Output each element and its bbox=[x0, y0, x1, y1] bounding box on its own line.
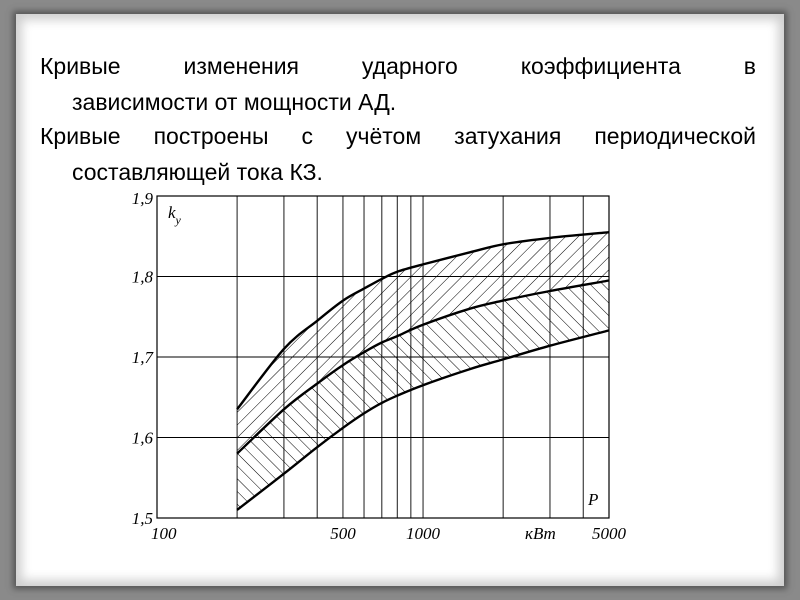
paragraph-1-line-2: зависимости от мощности АД. bbox=[72, 89, 397, 115]
x-tick-label: 1000 bbox=[406, 524, 441, 543]
y-tick-labels bbox=[132, 189, 155, 528]
paragraph-1-line-1: Кривые изменения ударного коэффициента в bbox=[40, 53, 756, 79]
y-tick-label: 1,6 bbox=[131, 428, 153, 448]
x-tick-label: 500 bbox=[330, 524, 356, 543]
y-tick-label: 1,8 bbox=[131, 267, 153, 287]
paragraph-2-line-2: составляющей тока КЗ. bbox=[72, 159, 323, 185]
y-tick-label: 1,5 bbox=[131, 509, 153, 528]
x-axis-unit: кВт bbox=[525, 524, 556, 543]
y-axis-label: $k_у$ bbox=[168, 203, 181, 227]
x-tick-label: 5000 bbox=[592, 524, 626, 543]
x-axis-corner-label: P bbox=[588, 490, 599, 509]
paragraph-2-line-1: Кривые построены с учётом затухания периодической bbox=[40, 123, 756, 149]
x-tick-label: 100 bbox=[151, 524, 177, 543]
y-tick-label: 1,7 bbox=[131, 348, 153, 367]
y-tick-label: 1,9 bbox=[131, 189, 153, 208]
